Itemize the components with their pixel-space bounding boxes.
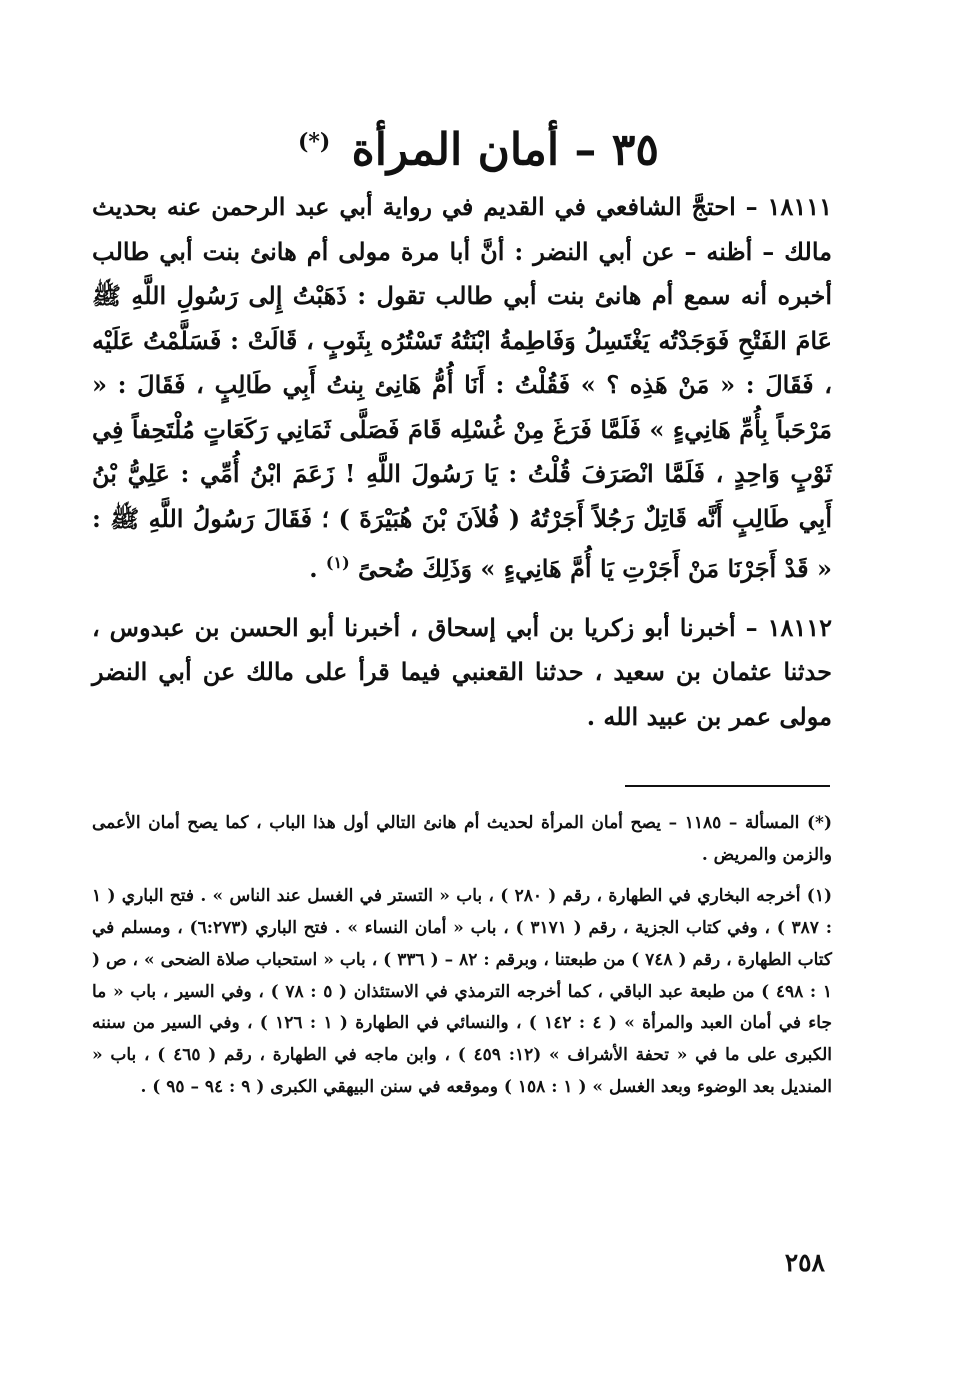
footnote-text: أخرجه البخاري في الطهارة ، رقم ( ٢٨٠ ) ، باب « التستر في الغسل عند الناس » . فتح الباري ( ١ : ٣٨٧ ) ، وفي كتاب الجزية ، رقم ( ٣١٧١ ) ، باب « أمان النساء » . فتح الباري (٦:٢٧٣) ، ومسلم في كتاب الطهارة ، رقم ( ٧٤٨ ) من طبعتنا ، وبرقم : ٨٢ – ( ٣٣٦ ) ، باب « استحباب صلاة الضحى » ، ص ( ١ : ٤٩٨ ) من طبعة عبد الباقي ، كما أخرجه الترمذي في الاستئذان ( ٥ : ٧٨ ) ، وفي السير ، باب « ما جاء في أمان العبد والمرأة » ( ٤ : ١٤٢ ) ، والنسائي في الطهارة ( ١ : ١٢٦ ) ، وفي السير من سننه الكبرى على ما في « تحفة الأشراف » (١٢: ٤٥٩ ) ، وابن ماجه في الطهارة ، رقم ( ٤٦٥ ) ، باب « المنديل بعد الوضوء وبعد الغسل » ( ١ : ١٥٨ ) وموقعه في سنن البيهقي الكبرى ( ٩ : ٩٤ – ٩٥ ) . (92, 886, 833, 1097)
hadith-paragraph-18112 (92, 606, 832, 740)
footnote-marker: (١) (806, 886, 833, 907)
main-text (92, 185, 832, 753)
footnotes (92, 808, 832, 1113)
footnote-reference: (١) (325, 553, 350, 572)
paragraph-number: ١٨١١١ (767, 192, 832, 221)
section-heading (90, 112, 867, 181)
footnote-1 (92, 881, 832, 1103)
heading-footnote-mark: (*) (297, 129, 331, 155)
footnote-marker: (*) (807, 813, 832, 833)
paragraph-number: ١٨١١٢ (767, 612, 833, 642)
paragraph-text: – احتجَّ الشافعي في القديم في رواية أبي عبد الرحمن عنه بحديث مالك – أظنه – عن أبي النضر : أنَّ أبا مرة مولى أم هانئ بنت أبي طالب أخبره أنه سمع أم هانئ بنت أبي طالب تقول : ذَهَبْتُ إِلى رَسُولِ اللَّهِ ﷺ عَامَ الفَتْحِ فَوَجَدْتُه يَغْتَسِلُ وَفَاطِمةُ ابْنَتُهُ تَسْتُرُه بِثَوبٍ ، قَالَتْ : فَسَلَّمْتُ عَلَيْه ، فَقَالَ : « مَنْ هَذِه ؟ » فَقُلْتُ : أَنَا أُمُّ هَانِئ بِنتُ أَبِي طَالِبٍ ، فَقَالَ : « مَرْحَباً بِأُمِّ هَانِيءٍ » فَلَمَّا فَرَغَ مِنْ غُسْلِه قَامَ فَصَلَّى ثَمَانِي رَكَعَاتٍ مُلْتَحِفاً فِي ثَوْبٍ وَاحِدٍ ، فَلَمَّا انْصَرَفَ قُلْتُ : يَا رَسُولَ اللَّهِ ! زَعَمَ ابْنُ أُمِّي : عَلِيُّ بْنُ أَبِي طَالِبٍ أَنَّه قَاتِلٌ رَجُلاً أَجَرْتُهُ ( فُلاَنَ بْنَ هُبَيْرَةَ ) ؛ فَقَالَ رَسُولُ اللَّهِ ﷺ : « قَدْ أَجَرْنَا مَنْ أَجَرْتِ يَا أُمَّ هَانِيءٍ » وَذَلِكَ ضُحىً (92, 192, 832, 583)
section-separator: – (574, 124, 597, 176)
footnote-divider (625, 785, 830, 787)
page-number: ٢٥٨ (784, 1248, 825, 1277)
footnote-asterisk (92, 808, 832, 871)
paragraph-text: – أخبرنا أبو زكريا بن أبي إسحاق ، أخبرنا أبو الحسن بن عبدوس ، حدثنا عثمان بن سعيد ، حدثنا القعنبي فيما قرأ على مالك عن أبي النضر مولى عمر بن عبيد الله . (92, 612, 832, 731)
hadith-paragraph-18111 (92, 185, 832, 592)
section-number: ٣٥ (611, 124, 660, 176)
footnote-text: المسألة – ١١٨٥ – يصح أمان المرأة لحديث أم هانئ التالي أول هذا الباب ، كما يصح أمان الأعمى والزمن والمريض . (92, 813, 832, 865)
section-title: أمان المرأة (351, 124, 560, 176)
paragraph-end: . (309, 554, 318, 583)
